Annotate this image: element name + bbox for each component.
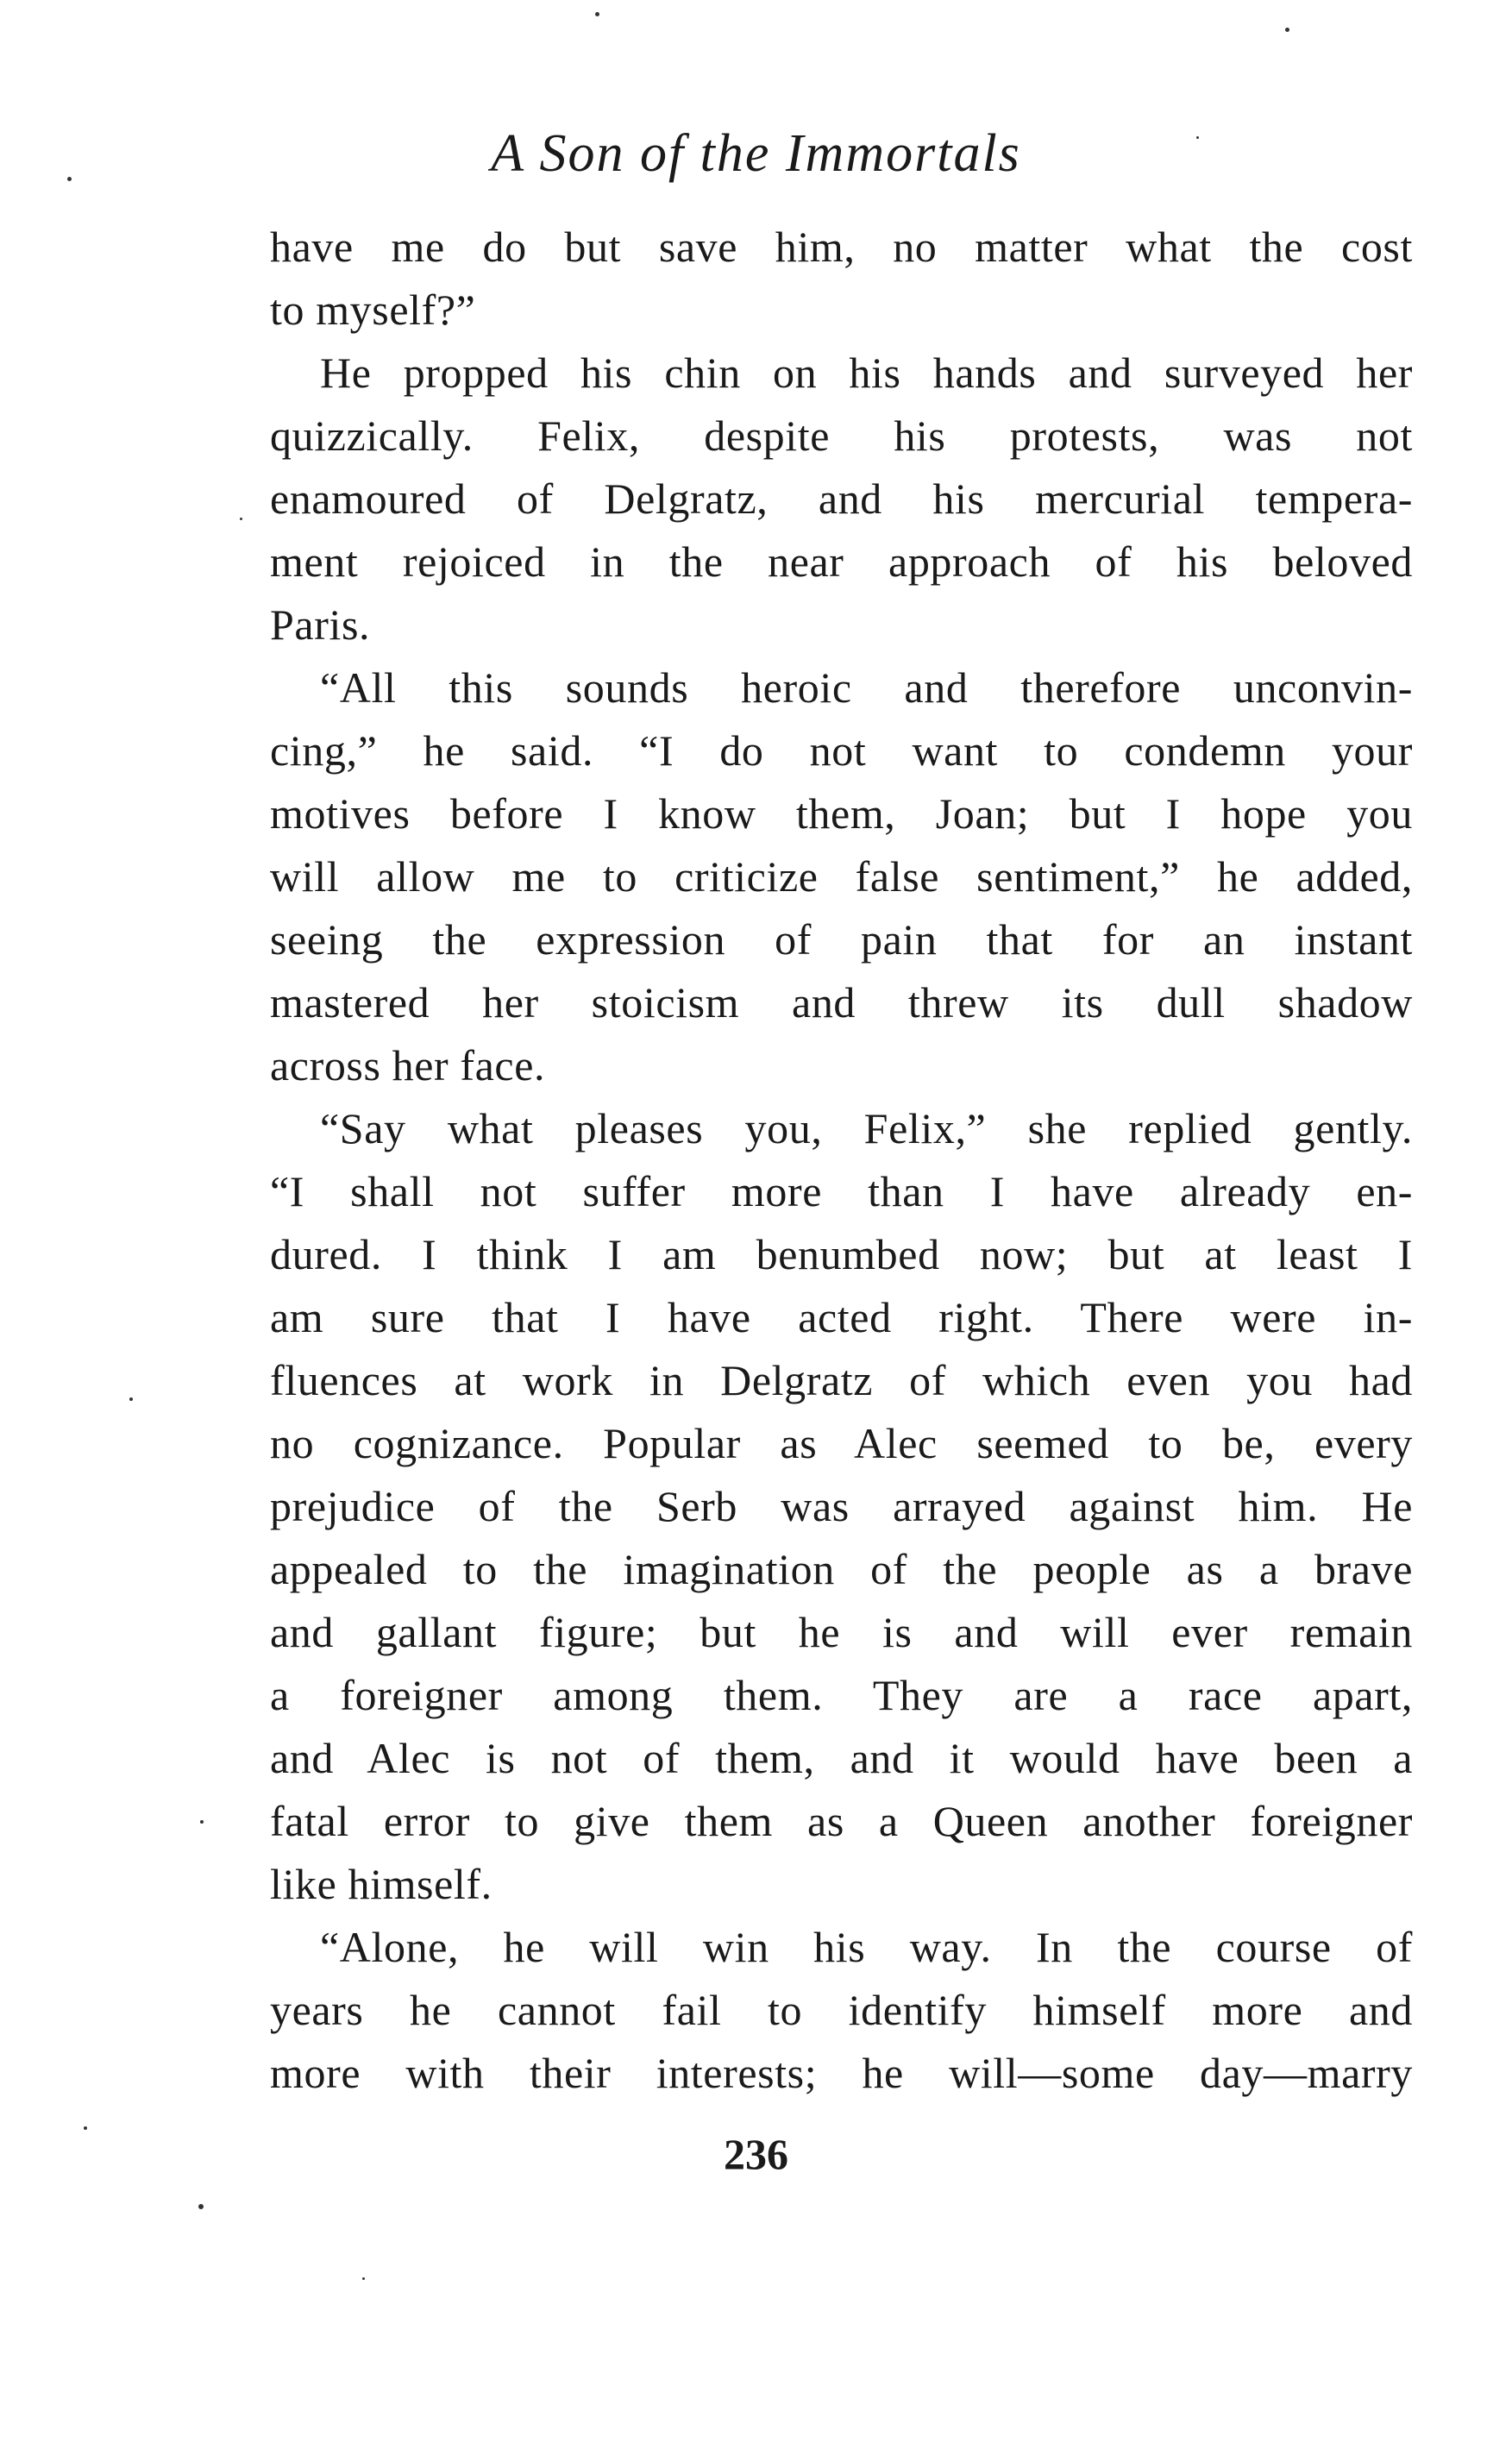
text-line: across her face. (270, 1041, 546, 1089)
scan-speck (198, 2204, 204, 2209)
text-line: have me do but save him, no matter what the cost (270, 223, 1413, 271)
text-line: motives before I know them, Joan; but I hope you (270, 789, 1413, 838)
paragraph-5 (270, 1916, 1413, 2105)
text-line: cing,” he said. “I do not want to condemn your (270, 726, 1413, 775)
text-line: more with their interests; he will—some day—marry (270, 2049, 1413, 2097)
scan-speck (240, 518, 242, 520)
text-line: appealed to the imagination of the people as a brave (270, 1545, 1413, 1593)
paragraph-4 (270, 1097, 1413, 1916)
text-line: enamoured of Delgratz, and his mercurial tempera- (270, 474, 1413, 523)
scan-speck (1285, 28, 1289, 32)
text-line: fatal error to give them as a Queen another foreigner (270, 1797, 1413, 1845)
text-line: He propped his chin on his hands and surveyed her (320, 349, 1413, 397)
scan-speck (67, 177, 72, 181)
scan-speck (84, 2126, 87, 2130)
body-text (270, 216, 1413, 2105)
paragraph-2 (270, 342, 1413, 656)
text-line: quizzically. Felix, despite his protests, was not (270, 411, 1413, 460)
text-line: “Say what pleases you, Felix,” she replied gently. (320, 1104, 1413, 1152)
text-line: ment rejoiced in the near approach of his beloved (270, 537, 1413, 586)
paragraph-1 (270, 216, 1413, 342)
text-line: “I shall not suffer more than I have already en- (270, 1167, 1413, 1215)
text-line: “All this sounds heroic and therefore unconvin- (320, 663, 1413, 712)
text-line: Paris. (270, 600, 371, 649)
text-line: and Alec is not of them, and it would have been a (270, 1734, 1413, 1782)
scan-speck (200, 1820, 204, 1824)
scan-speck (129, 1397, 133, 1401)
text-line: seeing the expression of pain that for an instant (270, 915, 1413, 964)
text-line: like himself. (270, 1860, 492, 1908)
scan-speck (1196, 136, 1199, 139)
text-line: will allow me to criticize false sentiment,” he added, (270, 852, 1413, 901)
text-line: a foreigner among them. They are a race apart, (270, 1671, 1413, 1719)
text-line: to myself?” (270, 286, 476, 334)
text-line: “Alone, he will win his way. In the course of (320, 1923, 1413, 1971)
text-line: fluences at work in Delgratz of which even you had (270, 1356, 1413, 1404)
scan-speck (595, 12, 599, 16)
running-head: A Son of the Immortals (491, 124, 1021, 183)
page-number: 236 (724, 2130, 788, 2178)
text-line: years he cannot fail to identify himself more and (270, 1986, 1413, 2034)
text-line: and gallant figure; but he is and will ever remain (270, 1608, 1413, 1656)
scan-speck (362, 2277, 365, 2280)
text-line: no cognizance. Popular as Alec seemed to be, every (270, 1419, 1413, 1467)
text-line: am sure that I have acted right. There were in- (270, 1293, 1413, 1341)
text-line: dured. I think I am benumbed now; but at least I (270, 1230, 1413, 1278)
text-line: prejudice of the Serb was arrayed against him. He (270, 1482, 1413, 1530)
text-line: mastered her stoicism and threw its dull shadow (270, 978, 1413, 1027)
paragraph-3 (270, 656, 1413, 1097)
